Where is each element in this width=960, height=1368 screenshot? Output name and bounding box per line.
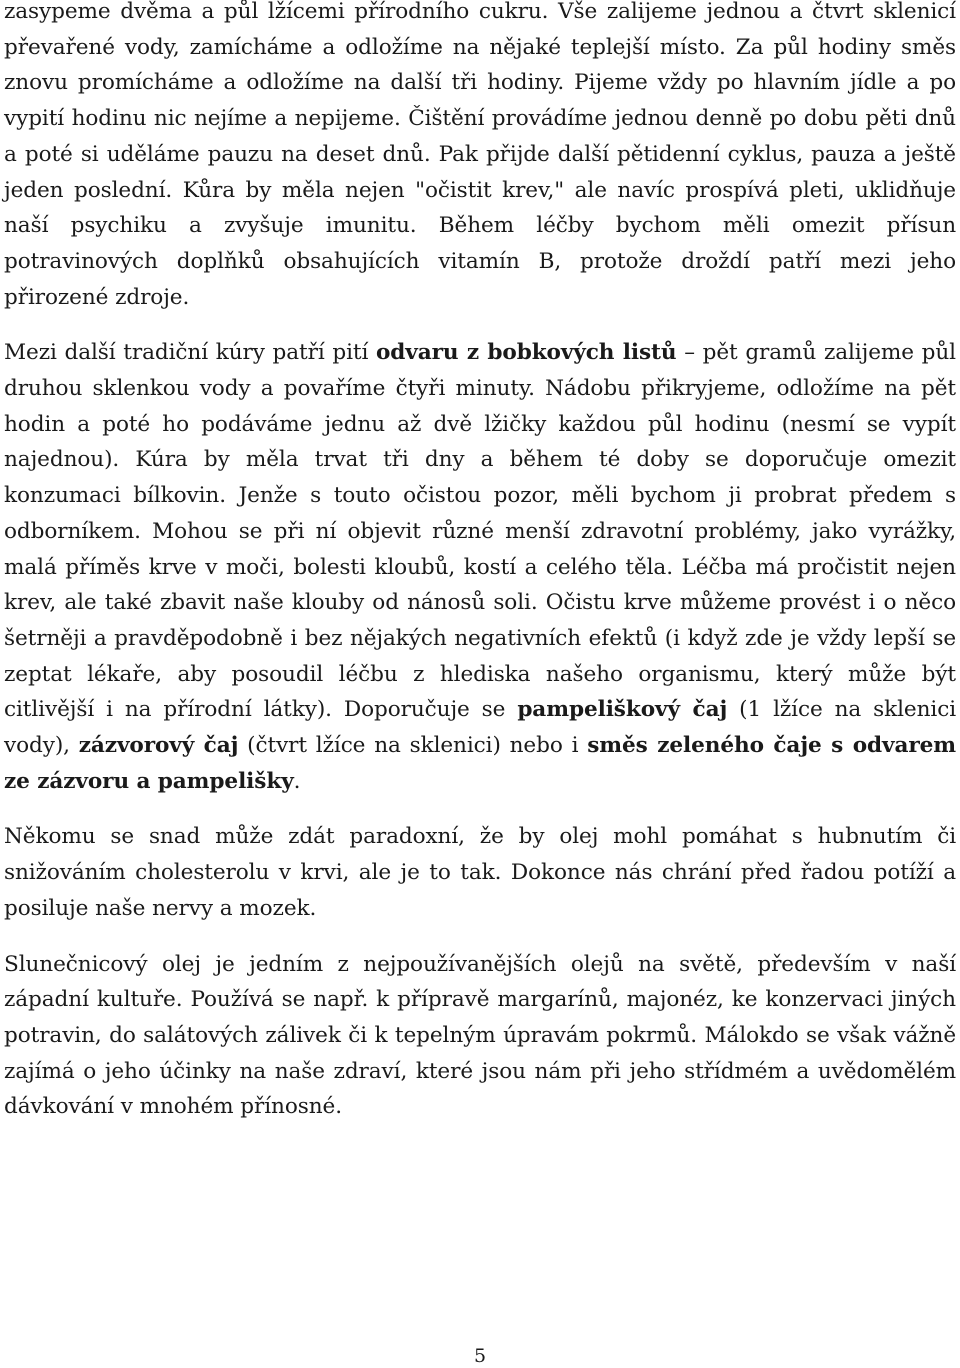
bold-term-ginger-tea: zázvorový čaj: [78, 733, 239, 759]
paragraph-3: [4, 819, 956, 926]
bold-term-green-tea-mix: směs zeleného čaje s odvarem ze zázvoru a pampelišky: [4, 733, 956, 794]
text-run: Slunečnicový olej je jedním z nejpoužívanějších olejů na světě, především v naší západní kultuře. Používá se např. k přípravě margarínů, majonéz, ke konzervaci jiných potravin, do salátových zálivek či k tepelným úpravám pokrmů. Málokdo se však vážně zajímá o jeho účinky na naše zdraví, které jsou nám při jeho střídmém a uvědomělém dávkování v mnohém přínosné.: [4, 951, 956, 1120]
document-page: [4, 0, 956, 1125]
bold-term-bay-leaf-decoction: odvaru z bobkových listů: [375, 340, 677, 366]
text-run: – pět gramů zalijeme půl druhou sklenkou vody a povaříme čtyři minuty. Nádobu přikryjeme, odložíme na pět hodin a poté ho podáváme jednu až dvě lžičky každou půl hodinu (nesmí se vypít najednou). Kúra by měla trvat tři dny a během té doby se doporučuje omezit konzumaci bílkovin. Jenže s touto očistou pozor, měli bychom ji probrat předem s odborníkem. Mohou se při ní objevit různé menší zdravotní problémy, jako vyrážky, malá příměs krve v moči, bolesti kloubů, kostí a celého těla. Léčba má pročistit nejen krev, ale také zbavit naše klouby od nánosů soli. Očistu krve můžeme provést i o něco šetrněji a pravděpodobně i bez nějakých negativních efektů (i když zde je vždy lepší se zeptat lékaře, aby posoudil léčbu z hlediska našeho organismu, který může být citlivější i na přírodní látky). Doporučuje se: [4, 340, 956, 723]
paragraph-1: [4, 0, 956, 315]
text-run: zasypeme dvěma a půl lžícemi přírodního cukru. Vše zalijeme jednou a čtvrt sklenicí převařené vody, zamícháme a odložíme na nějaké teplejší místo. Za půl hodiny směs znovu promícháme a odložíme na další tři hodiny. Pijeme vždy po hlavním jídle a po vypití hodinu nic nejíme a nepijeme. Čištění provádíme jednou denně po dobu pěti dnů a poté si uděláme pauzu na deset dnů. Pak přijde další pětidenní cyklus, pauza a ještě jeden poslední. Kůra by měla nejen "očistit krev," ale navíc prospívá pleti, uklidňuje naší psychiku a zvyšuje imunitu. Během léčby bychom měli omezit přísun potravinových doplňků obsahujících vitamín B, protože droždí patří mezi jeho přirozené zdroje.: [4, 0, 956, 310]
paragraph-2: [4, 335, 956, 799]
text-run: Mezi další tradiční kúry patří pití: [4, 340, 376, 366]
bold-term-dandelion-tea: pampeliškový čaj: [517, 697, 728, 723]
text-run: (1 lžíce na sklenici vody),: [4, 697, 957, 759]
page-number: 5: [473, 1345, 487, 1367]
paragraph-4: [4, 947, 956, 1126]
text-run: .: [293, 768, 301, 794]
text-run: Někomu se snad může zdát paradoxní, že by olej mohl pomáhat s hubnutím či snižováním cholesterolu v krvi, ale je to tak. Dokonce nás chrání před řadou potíží a posiluje naše nervy a mozek.: [4, 824, 956, 921]
text-run: (čtvrt lžíce na sklenici) nebo i: [238, 733, 588, 759]
